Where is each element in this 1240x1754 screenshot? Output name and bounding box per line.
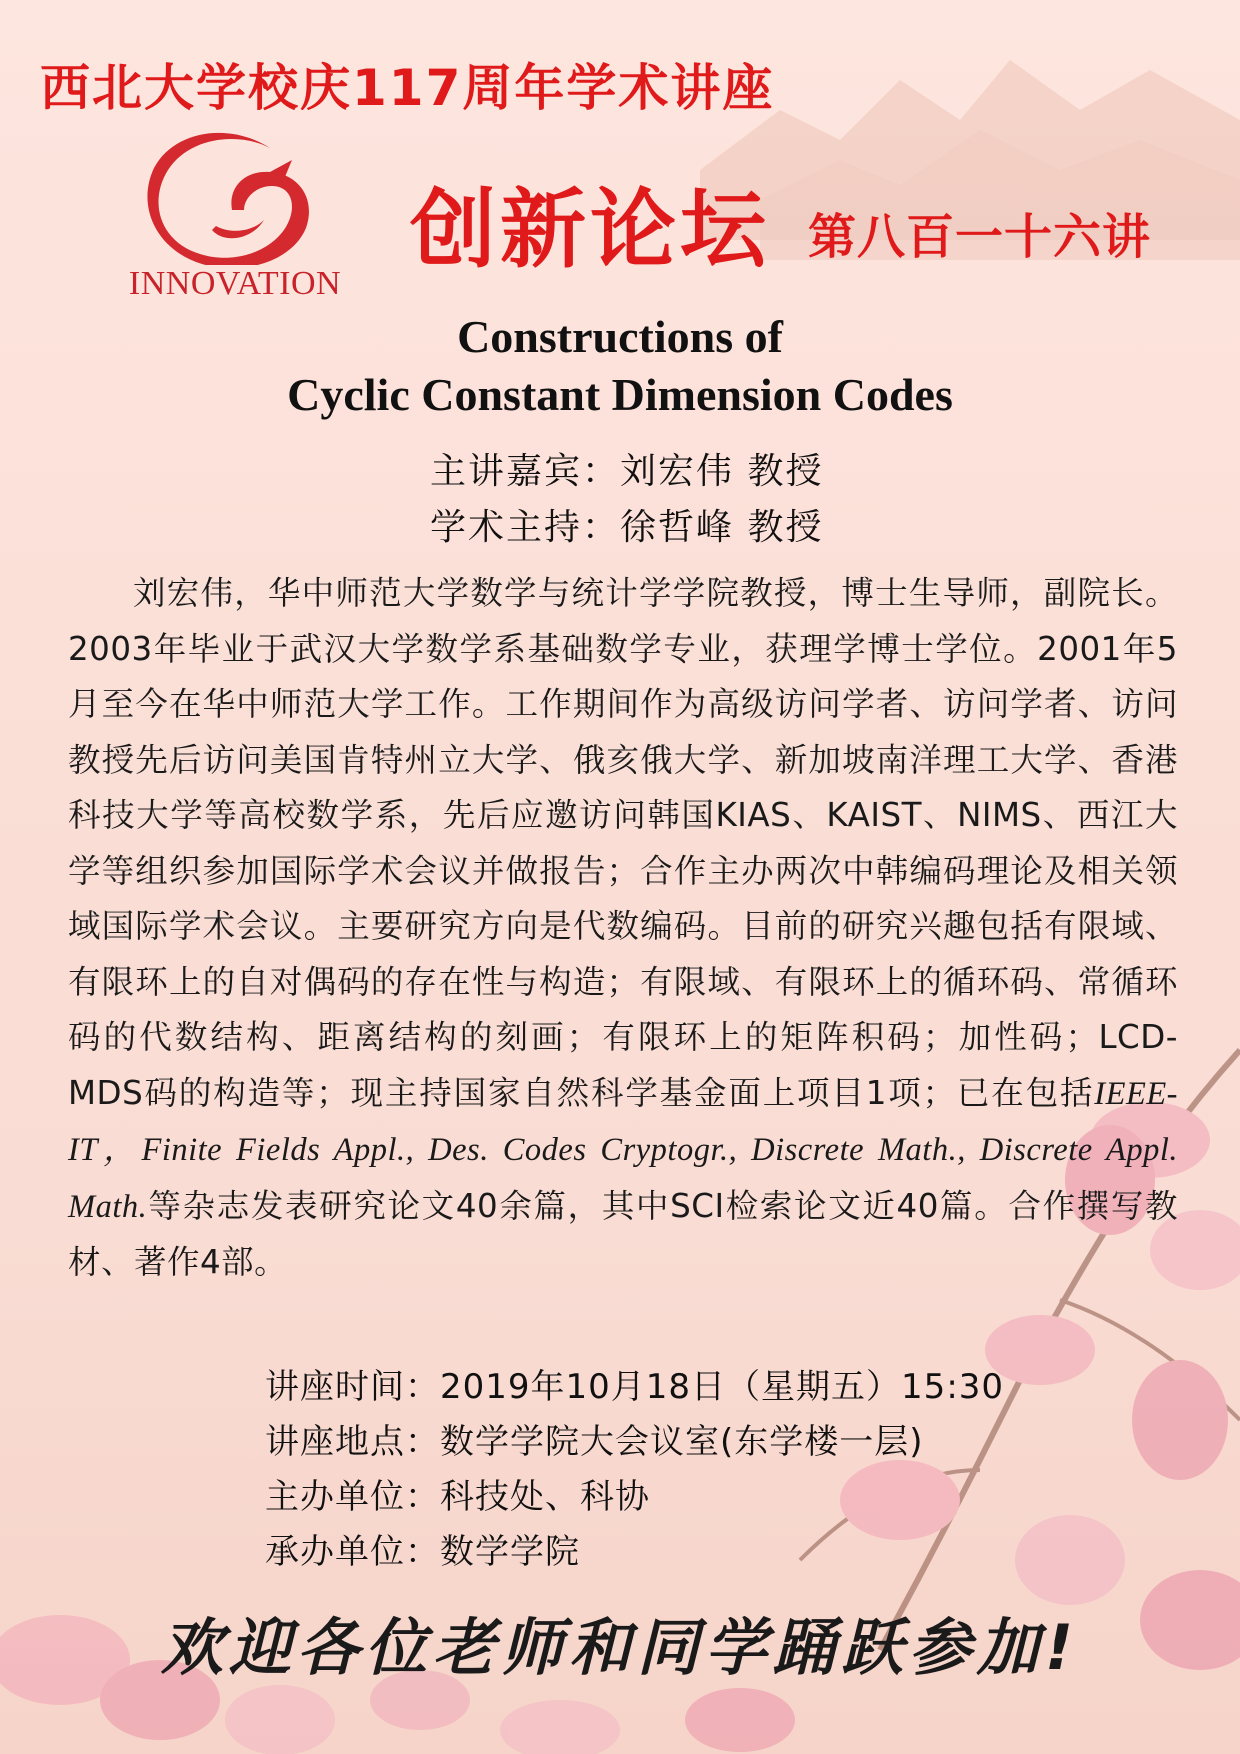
talk-title-line-1: Constructions of	[457, 311, 783, 362]
lecture-details	[265, 1360, 1004, 1580]
bio-text-part-1: 刘宏伟，华中师范大学数学与统计学学院教授，博士生导师，副院长。2003年毕业于武汉大学数学系基础数学专业，获理学博士学位。2001年5月至今在华中师范大学工作。工作期间作为高级访问学者、访问学者、访问教授先后访问美国肯特州立大学、俄亥俄大学、新加坡南洋理工大学、香港科技大学等高校数学系，先后应邀访问韩国KIAS、KAIST、NIMS、西江大学等组织参加国际学术会议并做报告；合作主办两次中韩编码理论及相关领域国际学术会议。主要研究方向是代数编码。目前的研究兴趣包括有限域、有限环上的自对偶码的存在性与构造；有限域、有限环上的循环码、常循环码的代数结构、距离结构的刻画；有限环上的矩阵积码；加性码；LCD-MDS码的构造等；现主持国家自然科学基金面上项目1项；已在包括	[68, 574, 1178, 1112]
innovation-logo	[120, 130, 350, 305]
lecture-number: 第八百一十六讲	[808, 209, 1152, 265]
bio-journal-list: IEEE-IT，Finite Fields Appl., Des. Codes Cryptogr., Discrete Math., Discrete Appl. Math.	[68, 1075, 1178, 1225]
host-unit: 承办单位：数学学院	[265, 1532, 580, 1572]
forum-name: 创新论坛	[410, 180, 770, 280]
speaker-host-block	[430, 444, 823, 556]
lecture-time: 讲座时间：2019年10月18日（星期五）15:30	[265, 1367, 1005, 1407]
host-line: 学术主持：徐哲峰 教授	[430, 507, 824, 548]
talk-title-line-2: Cyclic Constant Dimension Codes	[287, 369, 953, 420]
organizer: 主办单位：科技处、科协	[265, 1477, 650, 1517]
speaker-biography	[68, 566, 1178, 1291]
welcome-message: 欢迎各位老师和同学踊跃参加!	[160, 1611, 1080, 1684]
speaker-line: 主讲嘉宾：刘宏伟 教授	[430, 451, 824, 492]
innovation-swirl-icon	[120, 130, 350, 265]
logo-wordmark: INNOVATION	[128, 265, 342, 302]
talk-title	[0, 308, 1240, 424]
bio-text-part-2: 等杂志发表研究论文40余篇，其中SCI检索论文近40篇。合作撰写教材、著作4部。	[68, 1186, 1178, 1281]
event-series-title: 西北大学校庆117周年学术讲座	[40, 59, 775, 117]
lecture-place: 讲座地点：数学学院大会议室(东学楼一层)	[265, 1422, 924, 1462]
